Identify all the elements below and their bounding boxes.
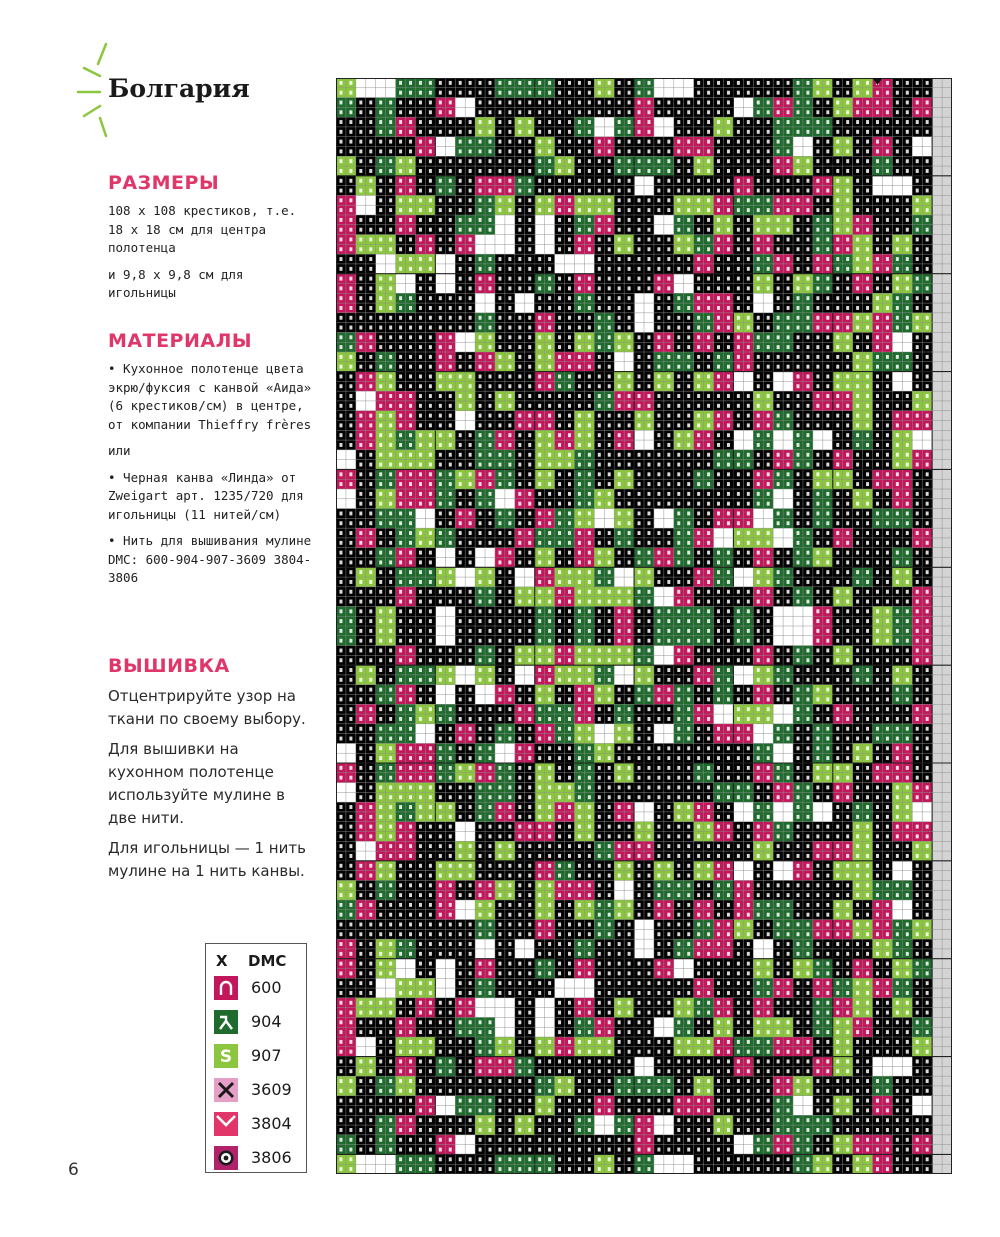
materials-line: • Черная канва «Линда» от Zweigart арт. 1235/720 для игольницы (11 нитей/см) bbox=[108, 469, 304, 522]
legend-code: 3804 bbox=[251, 1114, 292, 1133]
page-number: 6 bbox=[68, 1160, 79, 1180]
materials-line: • Нить для вышивания мулине DMC: 600-904-907-3609 3804-3806 bbox=[108, 533, 312, 585]
embroidery-heading: ВЫШИВКА bbox=[108, 655, 230, 677]
arch-icon bbox=[214, 976, 238, 1000]
legend-header-x: X bbox=[216, 952, 228, 970]
legend-row-600 bbox=[214, 976, 304, 1000]
color-legend bbox=[205, 943, 307, 1173]
sizes-line: и 9,8 х 9,8 см для игольницы bbox=[108, 266, 244, 300]
materials-line: или bbox=[108, 443, 131, 458]
sizes-line: 108 х 108 крестиков, т.е. 18 х 18 см для центра полотенца bbox=[108, 203, 297, 255]
sizes-heading: РАЗМЕРЫ bbox=[108, 172, 220, 194]
legend-row-907 bbox=[214, 1044, 304, 1068]
sizes-text bbox=[108, 202, 313, 311]
legend-row-3609 bbox=[214, 1078, 304, 1102]
legend-row-3806 bbox=[214, 1146, 304, 1170]
legend-code: 904 bbox=[251, 1012, 282, 1031]
page-title: Болгария bbox=[108, 74, 250, 103]
cross-stitch-chart bbox=[336, 78, 952, 1174]
legend-code: 3806 bbox=[251, 1148, 292, 1167]
s-icon bbox=[214, 1044, 238, 1068]
legend-header-dmc: DMC bbox=[248, 952, 287, 970]
embroidery-paragraph: Для игольницы — 1 нить мулине на 1 нить канвы. bbox=[108, 839, 306, 880]
legend-header bbox=[206, 952, 306, 972]
cross-icon bbox=[214, 1078, 238, 1102]
materials-text bbox=[108, 360, 313, 596]
legend-code: 3609 bbox=[251, 1080, 292, 1099]
materials-heading: МАТЕРИАЛЫ bbox=[108, 330, 253, 352]
materials-line: • Кухонное полотенце цвета экрю/фуксия с канвой «Аида» (6 крестиков/см) в центре, от компании Thieffry frères bbox=[108, 361, 312, 432]
lambda-icon bbox=[214, 1010, 238, 1034]
notch-icon bbox=[214, 1112, 238, 1136]
embroidery-paragraph: Для вышивки на кухонном полотенце используйте мулине в две нити. bbox=[108, 740, 285, 827]
legend-row-904 bbox=[214, 1010, 304, 1034]
embroidery-paragraph: Отцентрируйте узор на ткани по своему выбору. bbox=[108, 687, 306, 728]
legend-code: 600 bbox=[251, 978, 282, 997]
legend-row-3804 bbox=[214, 1112, 304, 1136]
embroidery-text bbox=[108, 685, 313, 890]
ring-icon bbox=[214, 1146, 238, 1170]
svg-text:S: S bbox=[219, 1047, 233, 1067]
legend-code: 907 bbox=[251, 1046, 282, 1065]
